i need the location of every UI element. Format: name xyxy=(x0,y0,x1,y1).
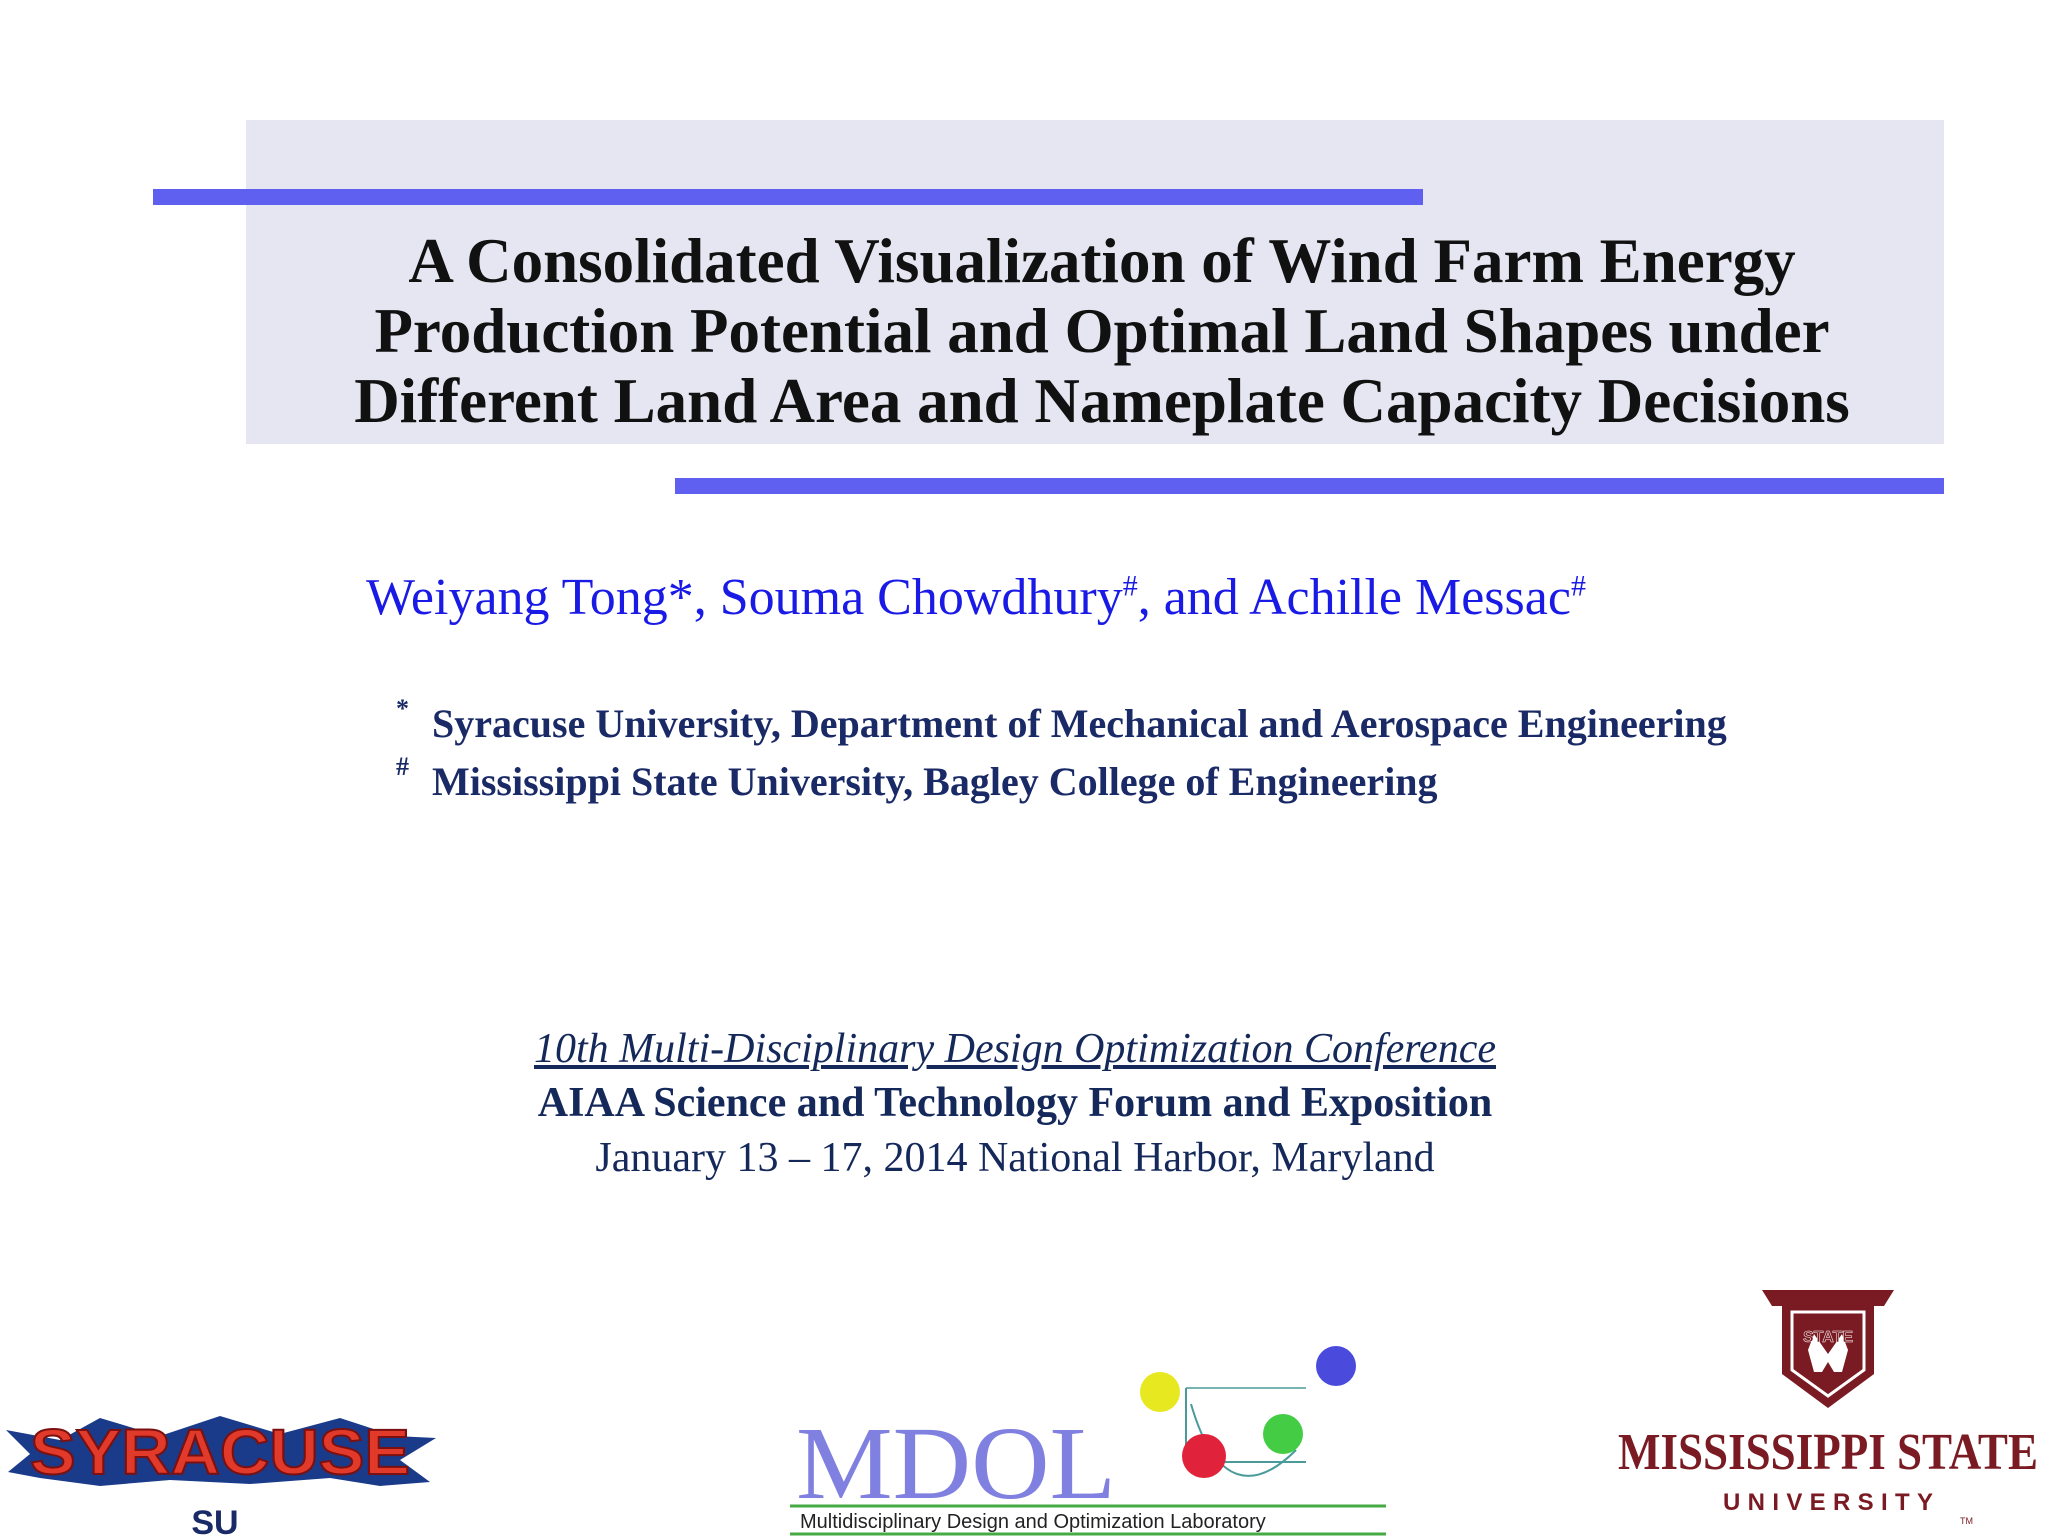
green-dot xyxy=(1263,1414,1303,1454)
msu-trademark: TM xyxy=(1960,1516,1973,1526)
author-messac: Achille Messac xyxy=(1248,569,1571,626)
affiliation-text: Mississippi State University, Bagley College of Engineering xyxy=(432,759,1438,804)
mdol-wordmark: MDOL xyxy=(796,1406,1116,1521)
title-line: Production Potential and Optimal Land Shapes under xyxy=(374,296,1830,366)
author-separator: , xyxy=(693,569,720,626)
title-line: A Consolidated Visualization of Wind Farm Energy xyxy=(408,226,1796,296)
affiliation-mark: # xyxy=(1122,569,1138,603)
msu-subtitle: UNIVERSITY xyxy=(1723,1489,1933,1516)
slide-title xyxy=(246,226,1958,436)
syracuse-university-logo xyxy=(0,1394,440,1536)
author-list xyxy=(366,568,1586,627)
affiliation-mark: * xyxy=(396,694,409,723)
title-line: Different Land Area and Nameplate Capacity Decisions xyxy=(354,366,1850,436)
msu-wordmark: MISSISSIPPI STATE xyxy=(1618,1424,2038,1481)
author-chowdhury: Souma Chowdhury xyxy=(719,569,1123,626)
su-monogram: SU xyxy=(191,1504,239,1536)
red-dot xyxy=(1182,1434,1226,1478)
forum-name: AIAA Science and Technology Forum and Exposition xyxy=(537,1080,1493,1126)
author-separator: , and xyxy=(1137,569,1249,626)
msu-shield-icon xyxy=(1762,1290,1894,1408)
yellow-dot xyxy=(1140,1372,1180,1412)
blue-dot xyxy=(1316,1346,1356,1386)
accent-bar-bottom xyxy=(675,478,1944,494)
mdol-subtitle: Multidisciplinary Design and Optimization Laboratory xyxy=(800,1511,1266,1533)
affiliation-mark: # xyxy=(396,752,409,781)
conference-date-location: January 13 – 17, 2014 National Harbor, Maryland xyxy=(595,1135,1435,1181)
conference-info xyxy=(440,1022,1590,1186)
accent-bar-top xyxy=(153,189,1423,205)
syracuse-wordmark: SYRACUSE xyxy=(30,1416,410,1488)
conference-name: 10th Multi-Disciplinary Design Optimization Conference xyxy=(533,1026,1496,1072)
affiliation-mark: # xyxy=(1570,569,1586,603)
mississippi-state-logo xyxy=(1608,1284,2048,1536)
msu-badge-text: STATE xyxy=(1802,1329,1854,1346)
mdol-logo xyxy=(786,1340,1390,1536)
affiliation-text: Syracuse University, Department of Mechanical and Aerospace Engineering xyxy=(432,701,1727,746)
syracuse-subtitle: UNIVERSITY xyxy=(115,1485,325,1507)
author-tong: Weiyang Tong* xyxy=(366,569,694,626)
